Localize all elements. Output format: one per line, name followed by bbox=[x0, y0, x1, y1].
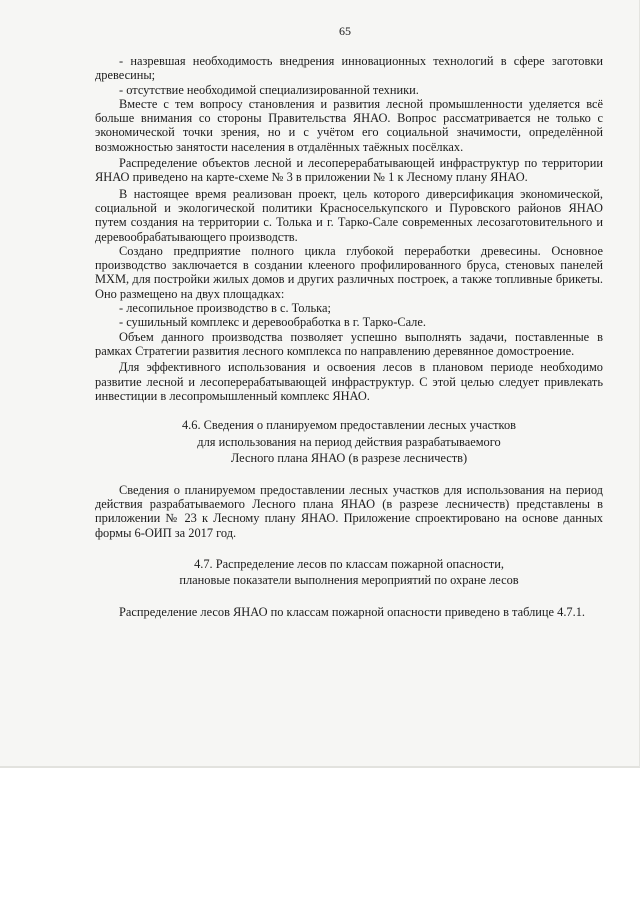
paragraph: Вместе с тем вопросу становления и развития лесной промышленности уделяется всё больше внимания со стороны Правительства ЯНАО. Вопрос рассматривается не только с экономической точки зрения, но и с учётом его социальной значимости, определённой возможностью занятости населения в отдалённых таёжных посёлках. bbox=[95, 96, 603, 154]
section-4-7-paragraph: Распределение лесов ЯНАО по классам пожарной опасности приведено в таблице 4.7.1. bbox=[119, 604, 585, 619]
paragraph: Распределение объектов лесной и лесоперерабатывающей инфраструктур по территории ЯНАО приведено на карте-схеме № 3 в приложении № 1 к Лесному плану ЯНАО. bbox=[95, 156, 603, 185]
paragraph: - отсутствие необходимой специализированной техники. bbox=[119, 82, 419, 97]
page-number: 65 bbox=[339, 24, 351, 38]
paragraph: Создано предприятие полного цикла глубокой переработки древесины. Основное производство заключается в создании клееного профилированного бруса, стеновых панелей МХМ, для постройки жилых домов и других различных построек, а также топливные брикеты. Оно размещено на двух площадках: bbox=[95, 243, 603, 301]
intro-text bbox=[95, 54, 603, 403]
paragraph: Для эффективного использования и освоения лесов в плановом периоде необходимо развитие лесной и лесоперерабатывающей инфраструктур. С этой целью следует привлекать инвестиции в лесопромышленный комплекс ЯНАО. bbox=[95, 360, 603, 403]
section-4-7-heading: 4.7. Распределение лесов по классам пожарной опасности, плановые показатели выполнения мероприятий по охране лесов bbox=[179, 556, 519, 588]
paragraph: - лесопильное производство в с. Толька; bbox=[119, 301, 331, 316]
paragraph: В настоящее время реализован проект, цель которого диверсификация экономической, социальной и экологической политики Красноселькупского и Пуровского районов ЯНАО путем создания на территории с. Толька и г. Тарко-Сале современных лесозаготовительного и деревообрабатывающего производств. bbox=[95, 186, 603, 244]
section-4-6-paragraph: Сведения о планируемом предоставлении лесных участков для использования на период действия разрабатываемого Лесного плана ЯНАО (в разрезе лесничеств) представлены в приложении № 23 к Лесному плану ЯНАО. Приложение спроектировано на основе данных формы 6-ОИП за 2017 год. bbox=[95, 482, 603, 540]
section-4-6-heading: 4.6. Сведения о планируемом предоставлении лесных участков для использования на период действия разрабатываемого Лесного плана ЯНАО (в разрезе лесничеств) bbox=[181, 418, 516, 466]
paragraph: - сушильный комплекс и деревообработка в г. Тарко-Сале. bbox=[119, 315, 426, 330]
paragraph: - назревшая необходимость внедрения инновационных технологий в сфере заготовки древесины; bbox=[95, 54, 603, 83]
document-page bbox=[95, 24, 603, 619]
paragraph: Объем данного производства позволяет успешно выполнять задачи, поставленные в рамках Стратегии развития лесного комплекса по направлению деревянное домостроение. bbox=[95, 329, 603, 358]
